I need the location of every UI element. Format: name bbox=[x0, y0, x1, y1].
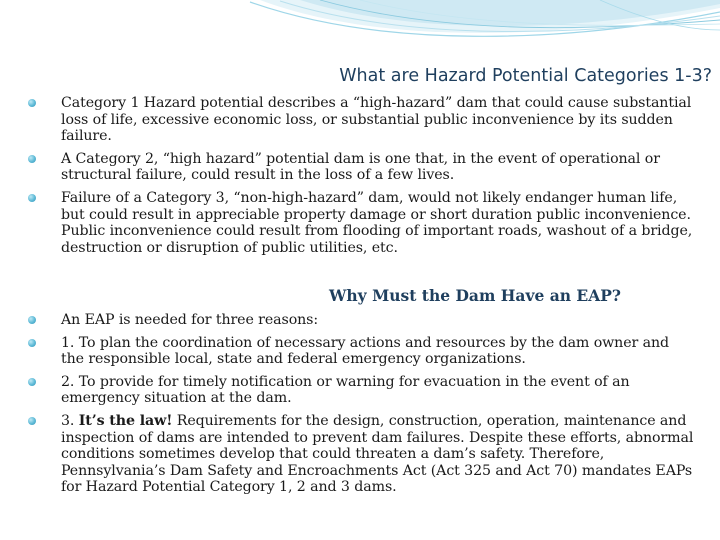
list-item bbox=[0, 95, 720, 145]
list-item-text: 2. To provide for timely notification or warning for evacuation in the event of an emergency situation at the dam. bbox=[61, 373, 630, 407]
bullet-dot-icon bbox=[28, 339, 36, 347]
list-item-text: Requirements for the design, construction, operation, maintenance and inspection of dams are intended to prevent dam failures. Despite these efforts, abnormal conditions sometimes develop that could threaten a dam’s safety. Therefore, Pennsylvania’s Dam Safety and Encroachments Act (Act 325 and Act 70) mandates EAPs for Hazard Potential Category 1, 2 and 3 dams. bbox=[61, 412, 694, 496]
list-item-text: Failure of a Category 3, “non-high-hazard” dam, would not likely endanger human life, but could result in appreciable property damage or short duration public inconvenience. Public inconvenience could result from flooding of important roads, washout of a bridge, destruction or disruption of public utilities, etc. bbox=[61, 189, 693, 256]
list-item bbox=[0, 190, 720, 256]
bullet-dot-icon bbox=[28, 194, 36, 202]
bullet-dot-icon bbox=[28, 417, 36, 425]
bullet-dot-icon bbox=[28, 99, 36, 107]
list-item-text: 1. To plan the coordination of necessary actions and resources by the dam owner and the responsible local, state and federal emergency organizations. bbox=[61, 334, 669, 368]
list-item-text: Category 1 Hazard potential describes a “high-hazard” dam that could cause substantial loss of life, excessive economic loss, or substantial public inconvenience by its sudden failure. bbox=[61, 95, 692, 145]
list-item-text: An EAP is needed for three reasons: bbox=[61, 312, 319, 328]
list-item-text: A Category 2, “high hazard” potential dam is one that, in the event of operational or structural failure, could result in the loss of a few lives. bbox=[61, 150, 660, 184]
eap-reasons-list bbox=[0, 312, 720, 502]
slide-title: What are Hazard Potential Categories 1-3? bbox=[339, 66, 712, 86]
list-item bbox=[0, 312, 720, 329]
section-heading: Why Must the Dam Have an EAP? bbox=[329, 286, 621, 305]
bullet-dot-icon bbox=[28, 316, 36, 324]
bullet-dot-icon bbox=[28, 155, 36, 163]
list-item bbox=[0, 374, 720, 407]
list-item bbox=[0, 413, 720, 496]
list-item bbox=[0, 151, 720, 184]
law-emphasis: It’s the law! bbox=[78, 412, 173, 429]
list-item bbox=[0, 335, 720, 368]
header-swoosh-decoration bbox=[0, 0, 720, 70]
bullet-dot-icon bbox=[28, 378, 36, 386]
hazard-category-list bbox=[0, 95, 720, 262]
list-item-prefix: 3. bbox=[61, 412, 79, 429]
